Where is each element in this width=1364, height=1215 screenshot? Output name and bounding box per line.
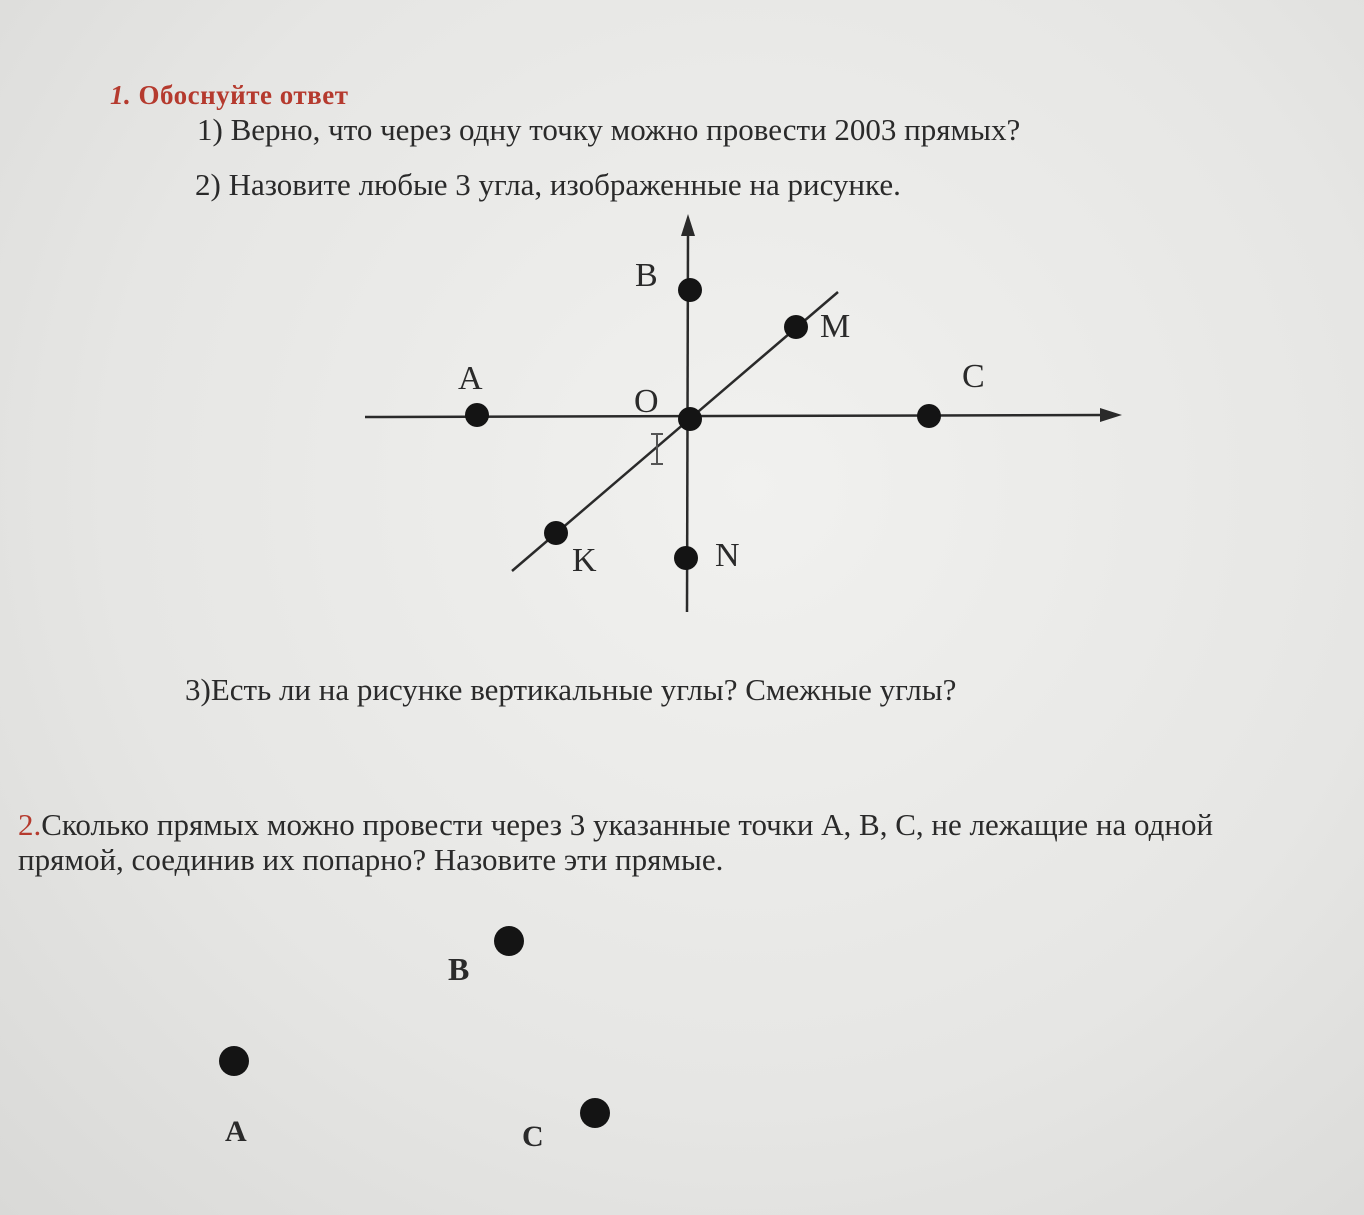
label-o: O: [634, 383, 659, 420]
point-m-dot: [784, 315, 808, 339]
task2-line-1: Сколько прямых можно провести через 3 указанные точки А, В, С, не лежащие на одной: [41, 807, 1214, 842]
point-b2-dot: [494, 926, 524, 956]
task1-question-2: 2) Назовите любые 3 угла, изображенные на рисунке.: [195, 167, 901, 202]
label-n: N: [715, 537, 740, 574]
label-a: A: [458, 360, 483, 397]
task1-question-1: 1) Верно, что через одну точку можно провести 2003 прямых?: [197, 112, 1021, 147]
label-k: K: [572, 542, 597, 579]
task1-question-3: 3)Есть ли на рисунке вертикальные углы? Смежные углы?: [185, 672, 957, 707]
task1-title-text: Обоснуйте ответ: [138, 80, 349, 110]
point-n-dot: [674, 546, 698, 570]
label-a2: A: [225, 1115, 247, 1148]
point-c-dot: [917, 404, 941, 428]
label-b2: B: [448, 951, 470, 987]
figure-2: [219, 926, 610, 1153]
horizontal-arrowhead: [1100, 408, 1122, 422]
point-c2-dot: [580, 1098, 610, 1128]
vertical-arrowhead: [681, 214, 695, 236]
label-c2: C: [522, 1120, 544, 1153]
label-c: C: [962, 358, 985, 395]
task2-line-2: прямой, соединив их попарно? Назовите эти прямые.: [18, 842, 724, 877]
point-o-dot: [678, 407, 702, 431]
task2-text-line-1: [18, 807, 1213, 843]
point-a-dot: [465, 403, 489, 427]
point-k-dot: [544, 521, 568, 545]
point-a2-dot: [219, 1046, 249, 1076]
label-m: M: [820, 308, 851, 345]
figure-1: [365, 214, 1122, 612]
label-b: B: [635, 257, 658, 294]
task2-number: 2.: [18, 807, 42, 842]
point-b-dot: [678, 278, 702, 302]
task1-number: 1.: [110, 80, 132, 110]
